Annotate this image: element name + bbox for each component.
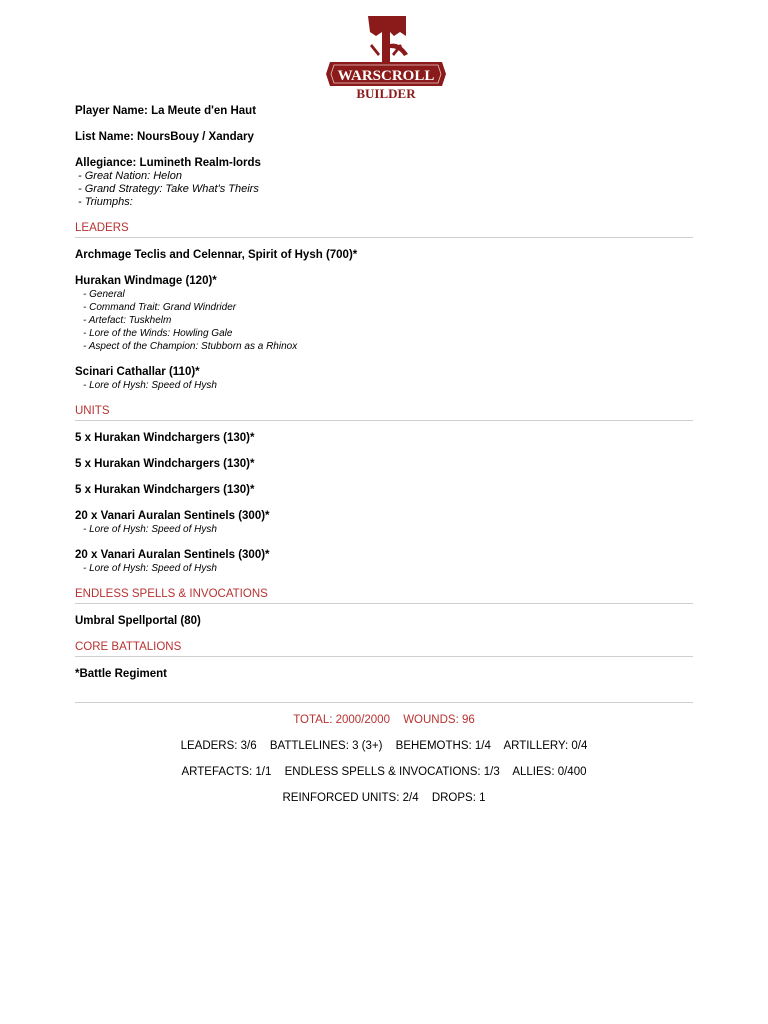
summary-total: TOTAL: 2000/2000: [293, 714, 390, 726]
unit-detail: - Artefact: Tuskhelm: [83, 315, 172, 326]
unit-name: 5 x Hurakan Windchargers (130)*: [75, 458, 255, 470]
summary-drops: DROPS: 1: [431, 792, 486, 804]
player-name: Player Name: La Meute d'en Haut: [75, 105, 257, 117]
unit-name: Hurakan Windmage (120)*: [75, 275, 217, 287]
summary-allies: ALLIES: 0/400: [512, 766, 587, 778]
summary-extras: [75, 765, 693, 781]
unit-detail: - Lore of Hysh: Speed of Hysh: [83, 380, 217, 391]
logo-word-builder: BUILDER: [356, 86, 416, 100]
unit-entry: [75, 431, 693, 445]
list-name-block: [75, 130, 693, 144]
unit-detail: - Lore of the Winds: Howling Gale: [83, 328, 233, 339]
unit-entry: [75, 483, 693, 497]
summary-roles: [75, 739, 693, 755]
unit-entry: [75, 365, 693, 392]
allegiance-grand-strategy: - Grand Strategy: Take What's Theirs: [78, 183, 259, 195]
unit-entry: [75, 274, 693, 353]
unit-detail: - Aspect of the Champion: Stubborn as a Rhinox: [83, 341, 298, 352]
summary-artillery: ARTILLERY: 0/4: [503, 740, 588, 752]
unit-name: 20 x Vanari Auralan Sentinels (300)*: [75, 549, 270, 561]
unit-entry: [75, 457, 693, 471]
section-header-core-battalions: CORE BATTALIONS: [75, 640, 693, 657]
allegiance-block: [75, 156, 693, 209]
unit-name: *Battle Regiment: [75, 668, 168, 680]
summary-reinforced: REINFORCED UNITS: 2/4: [282, 792, 419, 804]
allegiance-great-nation: - Great Nation: Helon: [78, 170, 182, 182]
unit-name: Archmage Teclis and Celennar, Spirit of Hysh (700)*: [75, 249, 358, 261]
allegiance: Allegiance: Lumineth Realm-lords: [75, 157, 261, 169]
logo-word-warscroll: WARSCROLL: [337, 68, 435, 84]
unit-detail: - General: [83, 289, 125, 300]
unit-entry: [75, 614, 693, 628]
section-header-leaders: LEADERS: [75, 221, 693, 238]
allegiance-triumphs: - Triumphs:: [78, 196, 133, 208]
player-name-block: [75, 104, 693, 118]
unit-detail: - Lore of Hysh: Speed of Hysh: [83, 524, 217, 535]
summary-totals: [75, 713, 693, 729]
list-name: List Name: NoursBouy / Xandary: [75, 131, 254, 143]
unit-entry: [75, 509, 693, 536]
unit-name: 5 x Hurakan Windchargers (130)*: [75, 484, 255, 496]
summary-deployment: [75, 791, 693, 807]
section-header-units: UNITS: [75, 404, 693, 421]
section-header-endless-spells: ENDLESS SPELLS & INVOCATIONS: [75, 587, 693, 604]
army-list: [75, 104, 693, 693]
unit-entry: [75, 548, 693, 575]
unit-name: 20 x Vanari Auralan Sentinels (300)*: [75, 510, 270, 522]
summary-leaders: LEADERS: 3/6: [180, 740, 257, 752]
unit-name: Umbral Spellportal (80): [75, 615, 201, 627]
unit-detail: - Command Trait: Grand Windrider: [83, 302, 237, 313]
unit-entry: [75, 248, 693, 262]
warscroll-builder-logo: [324, 14, 448, 100]
summary-wounds: WOUNDS: 96: [403, 714, 475, 726]
summary-endless: ENDLESS SPELLS & INVOCATIONS: 1/3: [284, 766, 500, 778]
army-summary: [75, 702, 693, 807]
summary-behemoths: BEHEMOTHS: 1/4: [395, 740, 491, 752]
unit-detail: - Lore of Hysh: Speed of Hysh: [83, 563, 217, 574]
unit-name: Scinari Cathallar (110)*: [75, 366, 200, 378]
unit-entry: [75, 667, 693, 681]
unit-name: 5 x Hurakan Windchargers (130)*: [75, 432, 255, 444]
summary-battlelines: BATTLELINES: 3 (3+): [269, 740, 383, 752]
summary-artefacts: ARTEFACTS: 1/1: [181, 766, 272, 778]
